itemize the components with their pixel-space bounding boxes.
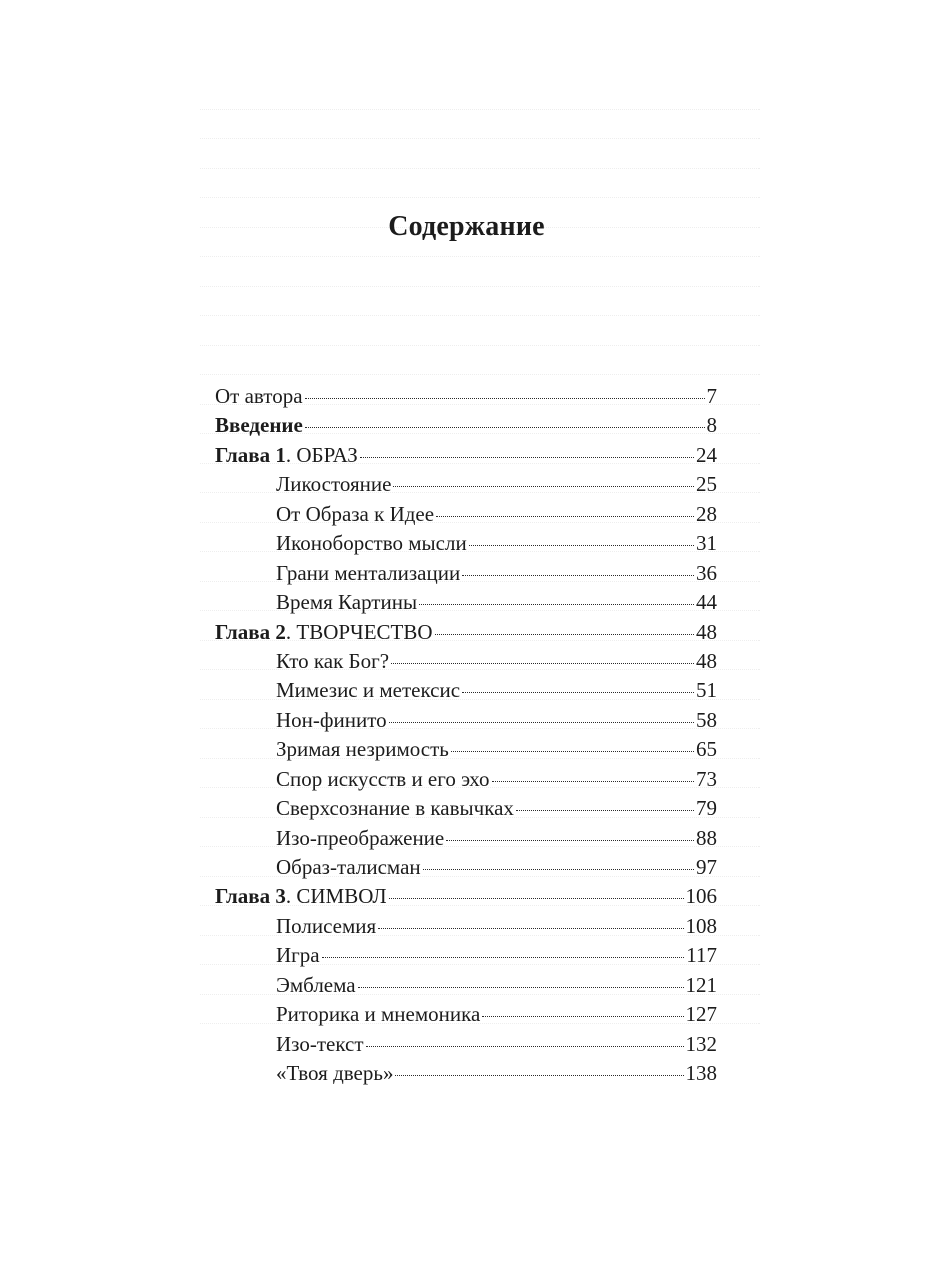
dot-leader	[435, 634, 694, 635]
toc-entry-page-number: 106	[685, 884, 717, 909]
toc-entry-label	[215, 382, 303, 411]
toc-entry-page-number: 58	[696, 707, 717, 732]
toc-entry-label-text: От Образа к Идее	[276, 501, 435, 526]
toc-entry-label-text: Зримая незримость	[276, 737, 449, 762]
toc-entry-page-number: 48	[696, 648, 717, 673]
toc-entry-label-text: Иконоборство мысли	[276, 531, 467, 556]
toc-entry-label-text: Изо-текст	[276, 1031, 364, 1056]
toc-entry-page-number: 51	[696, 678, 717, 703]
dot-leader	[358, 987, 684, 988]
toc-entry[interactable]	[215, 1030, 717, 1059]
toc-entry-label-text: Время Картины	[276, 590, 418, 615]
toc-entry-page-number: 44	[696, 590, 717, 615]
toc-entry[interactable]	[215, 470, 717, 499]
toc-entry-page-number: 24	[696, 442, 717, 467]
toc-entry[interactable]	[215, 411, 717, 440]
page-title: Содержание	[388, 211, 545, 242]
toc-entry-label-text: . ТВОРЧЕСТВО	[285, 619, 433, 644]
toc-entry-page-number: 121	[685, 972, 717, 997]
dot-leader	[391, 663, 694, 664]
toc-entry-label-text: Образ-талисман	[276, 855, 421, 879]
toc-entry[interactable]	[215, 706, 717, 735]
toc-entry-label-text: Мимезис и метексис	[276, 678, 461, 703]
toc-entry[interactable]	[215, 941, 717, 970]
toc-entry-label-text: Нон-финито	[276, 707, 387, 732]
toc-entry-label	[215, 618, 433, 647]
toc-entry[interactable]	[215, 559, 717, 588]
toc-entry-label-bold: Введение	[215, 413, 303, 438]
toc-entry[interactable]	[215, 824, 717, 853]
dot-leader	[389, 722, 694, 723]
toc-entry-label-bold: Глава 3	[215, 884, 286, 909]
dot-leader	[393, 486, 694, 487]
toc-entry[interactable]	[215, 971, 717, 1000]
toc-entry-label-text: . ОБРАЗ	[285, 442, 358, 467]
toc-entry-page-number: 79	[696, 796, 717, 821]
toc-entry[interactable]	[215, 1000, 717, 1029]
toc-entry[interactable]	[215, 441, 717, 470]
toc-entry-page-number: 73	[696, 766, 717, 791]
toc-entry[interactable]	[215, 500, 717, 529]
toc-entry[interactable]	[215, 882, 717, 911]
toc-entry-label-bold: Глава 2	[215, 619, 286, 644]
toc-entry-label-text: . СИМВОЛ	[285, 884, 387, 909]
toc-entry-label	[276, 794, 514, 823]
toc-entry-label	[276, 500, 434, 529]
toc-entry-label-text: Спор искусств и его эхо	[276, 766, 490, 791]
table-of-contents	[215, 382, 717, 1089]
dot-leader	[436, 516, 694, 517]
toc-entry-page-number: 36	[696, 560, 717, 585]
toc-entry-label	[276, 529, 467, 558]
dot-leader	[492, 781, 695, 782]
toc-entry-label	[276, 765, 490, 794]
toc-entry-label	[276, 647, 389, 676]
toc-entry[interactable]	[215, 853, 717, 882]
toc-entry-label	[276, 853, 421, 882]
toc-entry[interactable]	[215, 1059, 717, 1088]
dot-leader	[366, 1046, 684, 1047]
toc-entry-page-number: 117	[686, 943, 717, 968]
toc-entry[interactable]	[215, 765, 717, 794]
toc-entry-label-bold: Глава 1	[215, 442, 286, 467]
toc-entry[interactable]	[215, 735, 717, 764]
toc-entry-page-number: 25	[696, 472, 717, 497]
toc-entry-page-number: 48	[696, 619, 717, 644]
toc-entry-label	[215, 882, 387, 911]
toc-entry-label	[276, 824, 444, 853]
toc-entry-page-number: 138	[685, 1061, 717, 1086]
toc-entry[interactable]	[215, 618, 717, 647]
toc-entry-page-number: 65	[696, 737, 717, 762]
toc-entry-label-text: Риторика и мнемоника	[276, 1002, 481, 1027]
toc-entry-label	[215, 411, 303, 440]
dot-leader	[389, 898, 684, 899]
toc-entry[interactable]	[215, 912, 717, 941]
toc-entry[interactable]	[215, 588, 717, 617]
toc-entry-label	[276, 1030, 364, 1059]
dot-leader	[451, 751, 694, 752]
toc-entry-label-text: Изо-преображение	[276, 825, 445, 850]
dot-leader	[462, 575, 694, 576]
dot-leader	[378, 928, 683, 929]
toc-entry-page-number: 108	[685, 913, 717, 938]
toc-entry-page-number: 97	[696, 855, 717, 879]
toc-entry-label	[276, 735, 449, 764]
toc-entry-page-number: 31	[696, 531, 717, 556]
toc-entry[interactable]	[215, 382, 717, 411]
toc-entry-page-number: 28	[696, 501, 717, 526]
toc-entry-label	[276, 676, 460, 705]
toc-entry-label	[276, 971, 356, 1000]
toc-entry-label-text: Полисемия	[276, 913, 377, 938]
toc-entry-page-number: 7	[706, 384, 717, 408]
dot-leader	[516, 810, 694, 811]
toc-entry-label	[276, 1059, 393, 1088]
dot-leader	[360, 457, 694, 458]
dot-leader	[462, 692, 694, 693]
toc-entry-label-text: От автора	[215, 384, 303, 408]
toc-entry[interactable]	[215, 676, 717, 705]
toc-entry-page-number: 8	[706, 413, 717, 438]
dot-leader	[482, 1016, 683, 1017]
dot-leader	[305, 398, 705, 399]
toc-entry[interactable]	[215, 647, 717, 676]
toc-entry[interactable]	[215, 529, 717, 558]
toc-entry-label-text: Игра	[276, 943, 320, 968]
toc-entry-label-text: «Твоя дверь»	[276, 1061, 394, 1086]
toc-entry-label-text: Эмблема	[276, 972, 356, 997]
toc-entry-label	[276, 1000, 480, 1029]
dot-leader	[423, 869, 694, 870]
toc-entry-label	[276, 470, 391, 499]
toc-entry-label	[215, 441, 358, 470]
toc-entry-page-number: 132	[685, 1031, 717, 1056]
toc-entry[interactable]	[215, 794, 717, 823]
dot-leader	[395, 1075, 683, 1076]
dot-leader	[322, 957, 685, 958]
dot-leader	[446, 840, 694, 841]
toc-entry-page-number: 127	[685, 1002, 717, 1027]
toc-entry-label	[276, 941, 320, 970]
dot-leader	[305, 427, 705, 428]
toc-entry-label	[276, 912, 376, 941]
toc-entry-label-text: Ликостояние	[276, 472, 392, 497]
toc-entry-label-text: Сверхсознание в кавычках	[276, 796, 514, 821]
toc-entry-label	[276, 559, 460, 588]
dot-leader	[469, 545, 694, 546]
toc-entry-label	[276, 588, 417, 617]
dot-leader	[419, 604, 694, 605]
toc-entry-label	[276, 706, 387, 735]
toc-entry-label-text: Кто как Бог?	[276, 648, 390, 673]
toc-entry-page-number: 88	[696, 825, 717, 850]
toc-entry-label-text: Грани ментализации	[276, 560, 461, 585]
